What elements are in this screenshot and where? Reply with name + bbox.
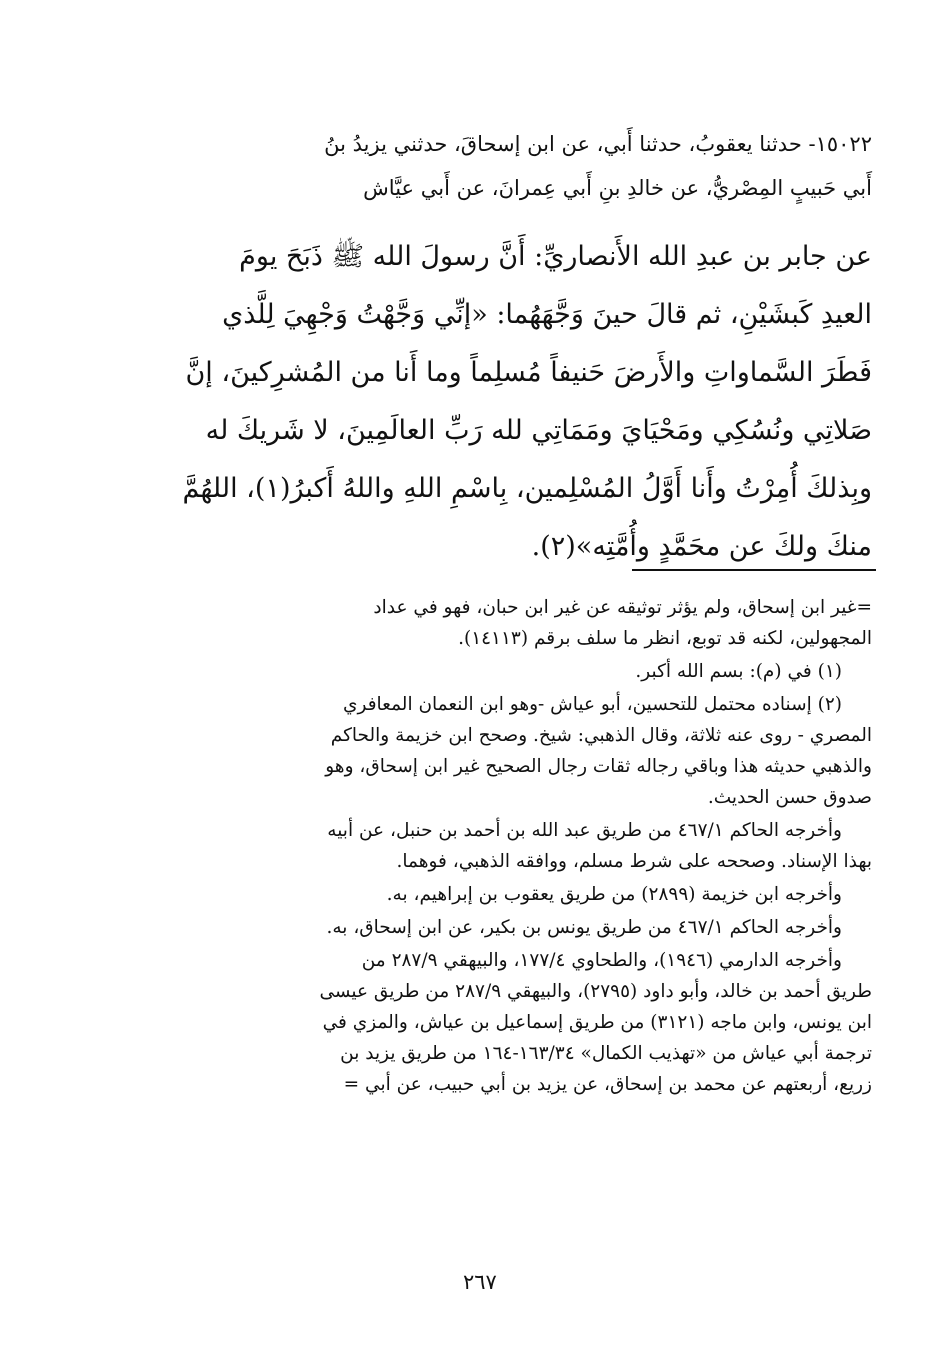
takhrij-3-text: وأخرجه الحاكم ٤٦٧/١ من طريق يونس بن بكير، عن ابن إسحاق، به. [326,917,842,938]
isnad-line-2: أَبي حَبيبٍ المِصْريُّ، عن خالدِ بنِ أَبي عِمرانَ، عن أَبي عيَّاش [363,176,872,200]
page-number: ٢٦٧ [463,1270,497,1294]
matn-line-6: منكَ ولكَ عن محَمَّدٍ وأُمَّتِه»(٢). [531,531,872,562]
matn-line-3: فَطَرَ السَّماواتِ والأَرضَ حَنيفاً مُسلِماً وما أَنا من المُشرِكينَ، إنَّ [185,357,872,388]
takhrij-paragraph-4 [160,945,872,1100]
takhrij-paragraph-1 [160,815,872,877]
footnote-2-line-2: المصري - روى عنه ثلاثة، وقال الذهبي: شيخ. وصحح ابن خزيمة والحاكم [330,725,872,746]
matn-line-1: عن جابر بن عبدِ الله الأَنصاريِّ: أَنَّ رسولَ الله ﷺ ذَبَحَ يومَ [239,241,872,272]
takhrij-2-text: وأخرجه ابن خزيمة (٢٨٩٩) من طريق يعقوب بن إبراهيم، به. [386,884,842,905]
takhrij-4-line-3: ابن يونس، وابن ماجه (٣١٢١) من طريق إسماعيل بن عياش، والمزي في [322,1012,872,1033]
continuation-line-2: المجهولين، لكنه قد توبع، انظر ما سلف برقم (١٤١١٣). [458,628,872,649]
takhrij-paragraph-2 [160,879,872,910]
matn-line-2: العيدِ كَبشَيْنِ، ثم قالَ حينَ وَجَّهَهُما: «إنِّي وَجَّهْتُ وَجْهِيَ لِلَّذي [222,299,872,330]
footnote-2-line-1: (٢) إسناده محتمل للتحسين، أبو عياش -وهو ابن النعمان المعافري [343,694,842,715]
takhrij-paragraph-3 [160,912,872,943]
footnote-2-line-3: والذهبي حديثه هذا وباقي رجاله ثقات رجال الصحيح غير ابن إسحاق، وهو [325,756,872,777]
isnad-line-1: ١٥٠٢٢- حدثنا يعقوبُ، حدثنا أَبي، عن ابن إسحاقَ، حدثني يزيدُ بنُ [324,132,872,156]
footnote-2 [160,689,872,813]
takhrij-4-line-5: زريع، أربعتهم عن محمد بن إسحاق، عن يزيد بن أبي حبيب، عن أبي = [343,1074,872,1095]
hadith-matn [160,228,872,576]
footnote-continuation [160,592,872,654]
footnote-1-text: (١) في (م): بسم الله أكبر. [635,661,842,682]
footnote-1 [160,656,872,687]
takhrij-1-line-1: وأخرجه الحاكم ٤٦٧/١ من طريق عبد الله بن أحمد بن حنبل، عن أبيه [327,820,842,841]
takhrij-4-line-2: طريق أحمد بن خالد، وأبو داود (٢٧٩٥)، والبيهقي ٢٨٧/٩ من طريق عيسى [319,981,872,1002]
takhrij-4-line-4: ترجمة أبي عياش من «تهذيب الكمال» ١٦٣/٣٤-١٦٤ من طريق يزيد بن [340,1043,872,1064]
continuation-line-1: =غير ابن إسحاق، ولم يؤثر توثيقه عن غير ابن حبان، فهو في عداد [373,597,872,618]
footnote-separator [632,569,876,571]
takhrij-1-line-2: بهذا الإسناد. وصححه على شرط مسلم، ووافقه الذهبي، فوهما. [396,851,872,872]
footnote-2-line-4: صدوق حسن الحديث. [707,787,872,808]
takhrij-4-line-1: وأخرجه الدارمي (١٩٤٦)، والطحاوي ١٧٧/٤، والبيهقي ٢٨٧/٩ من [361,950,842,971]
footnotes [160,592,872,1102]
hadith-isnad [160,122,872,210]
matn-line-5: وبِذلكَ أُمِرْتُ وأَنا أَوَّلُ المُسْلِمين، بِاسْمِ اللهِ واللهُ أَكبرُ(١)، اللهُمَّ [182,473,872,504]
matn-line-4: صَلاتِي ونُسُكِي ومَحْيَايَ ومَمَاتِي لله رَبِّ العالَمِينَ، لا شَريكَ له [205,415,872,446]
